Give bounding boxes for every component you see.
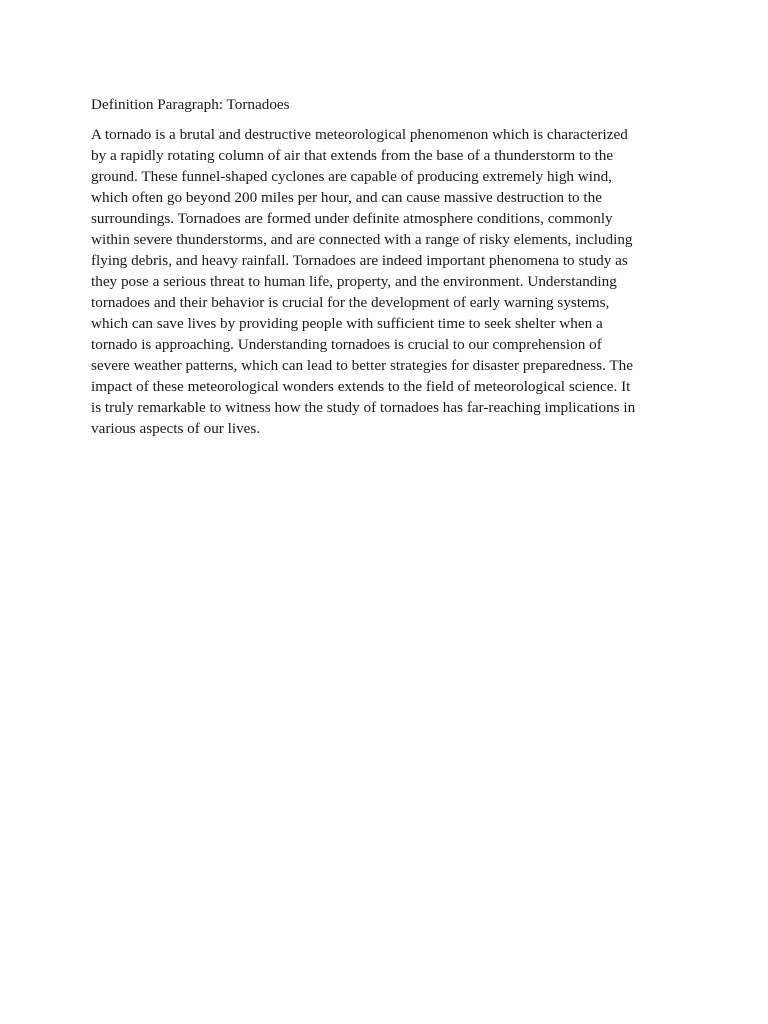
paragraph-line: within severe thunderstorms, and are connected with a range of risky elements, including bbox=[91, 231, 633, 248]
document-title: Definition Paragraph: Tornadoes bbox=[91, 96, 290, 113]
paragraph-line: is truly remarkable to witness how the study of tornadoes has far-reaching implications in bbox=[91, 399, 636, 416]
paragraph-line: tornadoes and their behavior is crucial for the development of early warning systems, bbox=[91, 294, 610, 311]
paragraph-line: which often go beyond 200 miles per hour, and can cause massive destruction to the bbox=[91, 189, 602, 206]
body-paragraph bbox=[91, 124, 691, 439]
paragraph-line: which can save lives by providing people with sufficient time to seek shelter when a bbox=[91, 315, 603, 332]
paragraph-line: ground. These funnel-shaped cyclones are capable of producing extremely high wind, bbox=[91, 168, 612, 185]
paragraph-line: A tornado is a brutal and destructive meteorological phenomenon which is characterized bbox=[91, 126, 628, 143]
paragraph-line: surroundings. Tornadoes are formed under definite atmosphere conditions, commonly bbox=[91, 210, 613, 227]
paragraph-line: various aspects of our lives. bbox=[91, 420, 261, 437]
paragraph-line: they pose a serious threat to human life, property, and the environment. Understanding bbox=[91, 273, 617, 290]
paragraph-line: flying debris, and heavy rainfall. Tornadoes are indeed important phenomena to study as bbox=[91, 252, 628, 269]
paragraph-line: severe weather patterns, which can lead to better strategies for disaster preparedness. The bbox=[91, 357, 634, 374]
paragraph-line: tornado is approaching. Understanding tornadoes is crucial to our comprehension of bbox=[91, 336, 602, 353]
paragraph-line: by a rapidly rotating column of air that extends from the base of a thunderstorm to the bbox=[91, 147, 614, 164]
paragraph-line: impact of these meteorological wonders extends to the field of meteorological science. It bbox=[91, 378, 631, 395]
